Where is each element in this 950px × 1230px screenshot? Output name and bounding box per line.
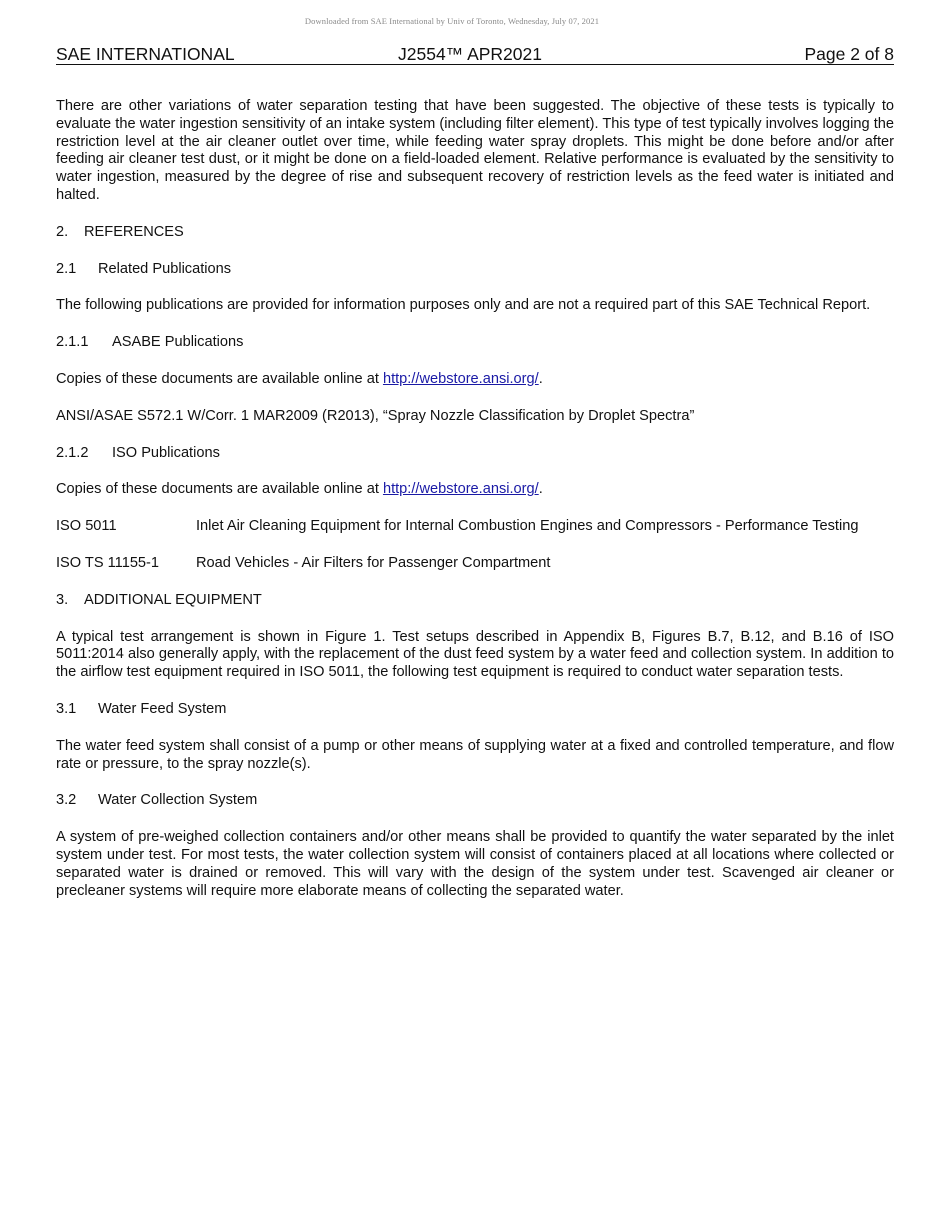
section-2-heading — [56, 224, 894, 242]
reference-code: ISO 5011 — [56, 518, 117, 535]
copies-text: Copies of these documents are available online at — [56, 481, 383, 498]
iso-copies-paragraph — [56, 481, 894, 499]
asabe-copies-paragraph — [56, 371, 894, 389]
section-3-2-heading — [56, 792, 894, 810]
page-body — [56, 98, 894, 900]
section-number: 3.2 — [56, 792, 77, 809]
ansi-webstore-link[interactable]: http://webstore.ansi.org/ — [382, 481, 539, 498]
section-3-2-paragraph: A system of pre-weighed collection containers and/or other means shall be provided to quantify the water separated by the inlet system under test. For most tests, the water collection system will consist of containers placed at all locations where collected or separated water is drained or removed. This will vary with the design of the system under test. Scavenged air cleaner or precleaner systems will require more elaborate means of collecting the separated water. — [56, 829, 894, 899]
section-2-1-paragraph: The following publications are provided for information purposes only and are not a required part of this SAE Technical Report. — [56, 297, 871, 314]
section-2-1-heading — [56, 261, 894, 279]
section-3-1-heading — [56, 701, 894, 719]
period: . — [538, 370, 543, 387]
asabe-reference: ANSI/ASAE S572.1 W/Corr. 1 MAR2009 (R2013), “Spray Nozzle Classification by Droplet Spectra” — [56, 407, 695, 424]
reference-title: Inlet Air Cleaning Equipment for Internal Combustion Engines and Compressors - Performance Testing — [196, 518, 859, 535]
header-doc-id: J2554™ APR2021 — [398, 44, 542, 64]
section-2-1-1-heading — [56, 334, 894, 352]
section-3-paragraph: A typical test arrangement is shown in Figure 1. Test setups described in Appendix B, Figures B.7, B.12, and B.16 of ISO 5011:2014 also generally apply, with the replacement of the dust feed system by a water feed and collection system. In addition to the airflow test equipment required in ISO 5011, the following test equipment is required to conduct water separation tests. — [56, 628, 894, 681]
reference-row — [56, 555, 894, 573]
section-title: REFERENCES — [84, 223, 184, 240]
section-number: 3. — [56, 591, 69, 608]
section-number: 3.1 — [56, 700, 77, 717]
section-number: 2.1.2 — [56, 444, 89, 461]
ansi-webstore-link[interactable]: http://webstore.ansi.org/ — [382, 370, 539, 387]
header-page-number: Page 2 of 8 — [804, 44, 894, 64]
section-title: Water Feed System — [98, 700, 227, 717]
section-title: ASABE Publications — [112, 334, 244, 351]
section-3-1-paragraph: The water feed system shall consist of a pump or other means of supplying water at a fixed and controlled temperature, and flow rate or pressure, to the spray nozzle(s). — [56, 737, 894, 772]
reference-row — [56, 518, 894, 536]
section-title: Related Publications — [98, 260, 232, 277]
period: . — [538, 481, 543, 498]
reference-code: ISO TS 11155-1 — [56, 554, 160, 571]
section-title: ISO Publications — [112, 444, 220, 461]
intro-paragraph: There are other variations of water separation testing that have been suggested. The objective of these tests is typically to evaluate the water ingestion sensitivity of an intake system (including filter element). This type of test typically involves logging the restriction level at the air cleaner outlet over time, while feeding water spray droplets. This might be done before and/or after feeding air cleaner test dust, or it might be done on a field-loaded element. Relative performance is evaluated by the sensitivity to water ingestion, measured by the degree of rise and subsequent recovery of restriction levels as the feed water is initiated and halted. — [56, 98, 894, 203]
header-org: SAE INTERNATIONAL — [56, 44, 235, 64]
download-watermark: Downloaded from SAE International by Univ of Toronto, Wednesday, July 07, 2021 — [304, 16, 600, 26]
section-3-heading — [56, 592, 894, 610]
section-2-1-2-heading — [56, 445, 894, 463]
copies-text: Copies of these documents are available online at — [56, 370, 383, 387]
section-title: Water Collection System — [98, 792, 258, 809]
page-header — [56, 44, 894, 65]
section-number: 2.1 — [56, 260, 77, 277]
section-title: ADDITIONAL EQUIPMENT — [84, 591, 262, 608]
section-number: 2.1.1 — [56, 334, 89, 351]
section-number: 2. — [56, 223, 69, 240]
reference-title: Road Vehicles - Air Filters for Passenger Compartment — [196, 554, 551, 571]
